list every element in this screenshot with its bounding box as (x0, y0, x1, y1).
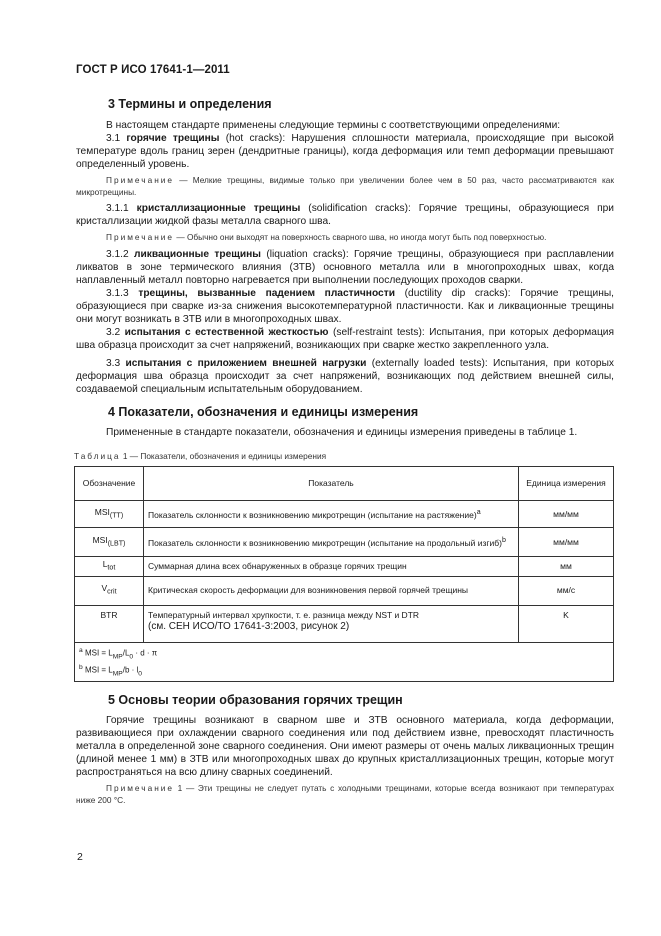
footnote-b: $^b$ MSI = $L_{MP}/b \cdot l_0$ (79, 663, 142, 678)
page-content (76, 96, 614, 810)
row-description: Показатель склонности к возникновению микротрещин (испытание на продольный изгиб)$^b$ (144, 528, 519, 557)
term-3-1: 3.1 горячие трещины (hot cracks): Нарушения сплошности материала, происходящие при высокой температуре вдоль границ зерен (дендритные границы), когда деформация или темп деформации превышают определенный уровень. (76, 133, 614, 170)
section-5-title: 5 Основы теории образования горячих трещин (108, 693, 403, 708)
term-3-1-3: 3.1.3 трещины, вызванные падением пластичности (ductility dip cracks): Горячие трещины, образующиеся при сварке из-за снижения высокотемпературной пластичности. Как и ликвационные трещины они могут возникать в ЗТВ или в многопроходных швах. (76, 288, 614, 325)
table-footnotes (75, 642, 614, 682)
note-3-1: Примечание — Мелкие трещины, видимые только при увеличении более чем в 50 раз, часто рассматриваются как микротрещины. (76, 175, 614, 197)
row-unit: мм/мм (519, 528, 614, 557)
row-symbol: $L_{tot}$ (75, 557, 144, 577)
table-row (75, 528, 614, 557)
row-unit: мм (519, 557, 614, 577)
section-5-paragraph: Горячие трещины возникают в сварном шве и ЗТВ основного материала, когда деформации, развивающиеся при охлаждении сварного соединения или под действием извне, превосходят пластичность металла в определенной зоне сварного соединения. Они имеют размеры от очень малых ликвационных трещин (длиной менее 1 мм) в ЗТВ или многопроходных швах до крупных кристаллизационных трещин, которые могут распространяться на всю длину сварных соединений. (76, 715, 614, 779)
row-symbol: $MSI_{(LBT)}$ (75, 528, 144, 557)
section-3-intro: В настоящем стандарте применены следующие термины с соответствующими определениями: (106, 120, 561, 131)
term-3-2: 3.2 испытания с естественной жесткостью (self-restraint tests): Испытания, при которых деформация шва образца происходит за счет напряжений, возникающих при сварке жестко закрепленного узла. (76, 327, 615, 351)
footnotes-cell (75, 642, 614, 682)
table-1-caption: Таблица 1 — Показатели, обозначения и единицы измерения (74, 451, 327, 461)
row-symbol: $MSI_{(TT)}$ (75, 501, 144, 528)
note-5-1: Примечание 1 — Эти трещины не следует путать с холодными трещинами, которые всегда возникают при температурах ниже 200 °С. (76, 783, 614, 806)
section-4-title: 4 Показатели, обозначения и единицы измерения (108, 405, 419, 419)
header-unit: Единица измерения (519, 467, 614, 501)
row-unit: мм/мм (519, 501, 614, 528)
document-header: ГОСТ Р ИСО 17641-1—2011 (76, 64, 230, 76)
row-description: Показатель склонности к возникновению микротрещин (испытание на растяжение)$^a$ (144, 501, 519, 528)
table-row (75, 501, 614, 528)
footnote-a: $^a$ MSI = $L_{MP}/L_0 \cdot d \cdot \pi$ (79, 646, 158, 660)
note-3-1-1: Примечание — Обычно они выходят на поверхность сварного шва, но иногда могут быть под поверхностью. (106, 232, 547, 242)
page-number: 2 (77, 851, 83, 863)
section-3-title: 3 Термины и определения (108, 97, 272, 111)
row-symbol: BTR (75, 605, 144, 642)
row-description: Суммарная длина всех обнаруженных в образце горячих трещин (144, 557, 519, 577)
row-description: Критическая скорость деформации для возникновения первой горячей трещины (144, 576, 519, 605)
row-symbol: $V_{crit}$ (75, 576, 144, 605)
table-header-row (75, 467, 614, 501)
section-4-intro: Примененные в стандарте показатели, обозначения и единицы измерения приведены в таблице 1. (106, 427, 578, 438)
table-row (75, 557, 614, 577)
header-symbol: Обозначение (75, 467, 144, 501)
table-row (75, 605, 614, 642)
row-unit: мм/с (519, 576, 614, 605)
term-3-1-1: 3.1.1 кристаллизационные трещины (solidification cracks): Горячие трещины, образующиеся при кристаллизации жидкой фазы металла сварного шва. (76, 203, 614, 227)
term-3-3: 3.3 испытания с приложением внешней нагрузки (externally loaded tests): Испытания, при которых деформация шва образца происходит за счет напряжений, возникающих под действием внешней силы, создаваемой специальным испытательным оборудованием. (76, 358, 614, 395)
table-1 (74, 466, 614, 682)
row-description: Температурный интервал хрупкости, т. е. разница между NST и DTR (см. CEH ИСО/ТО 17641-3:2003, рисунок 2) (144, 605, 519, 642)
term-3-1-2: 3.1.2 ликвационные трещины (liquation cracks): Горячие трещины, образующиеся при расплавлении ликватов в зоне термического влияния (ЗТВ) основного металла или в многопроходных швах, когда наплавленный металл повторно нагревается при выполнении последующих проходов сварки. (76, 249, 614, 286)
table-row (75, 576, 614, 605)
header-indicator: Показатель (144, 467, 519, 501)
row-unit: K (519, 605, 614, 642)
